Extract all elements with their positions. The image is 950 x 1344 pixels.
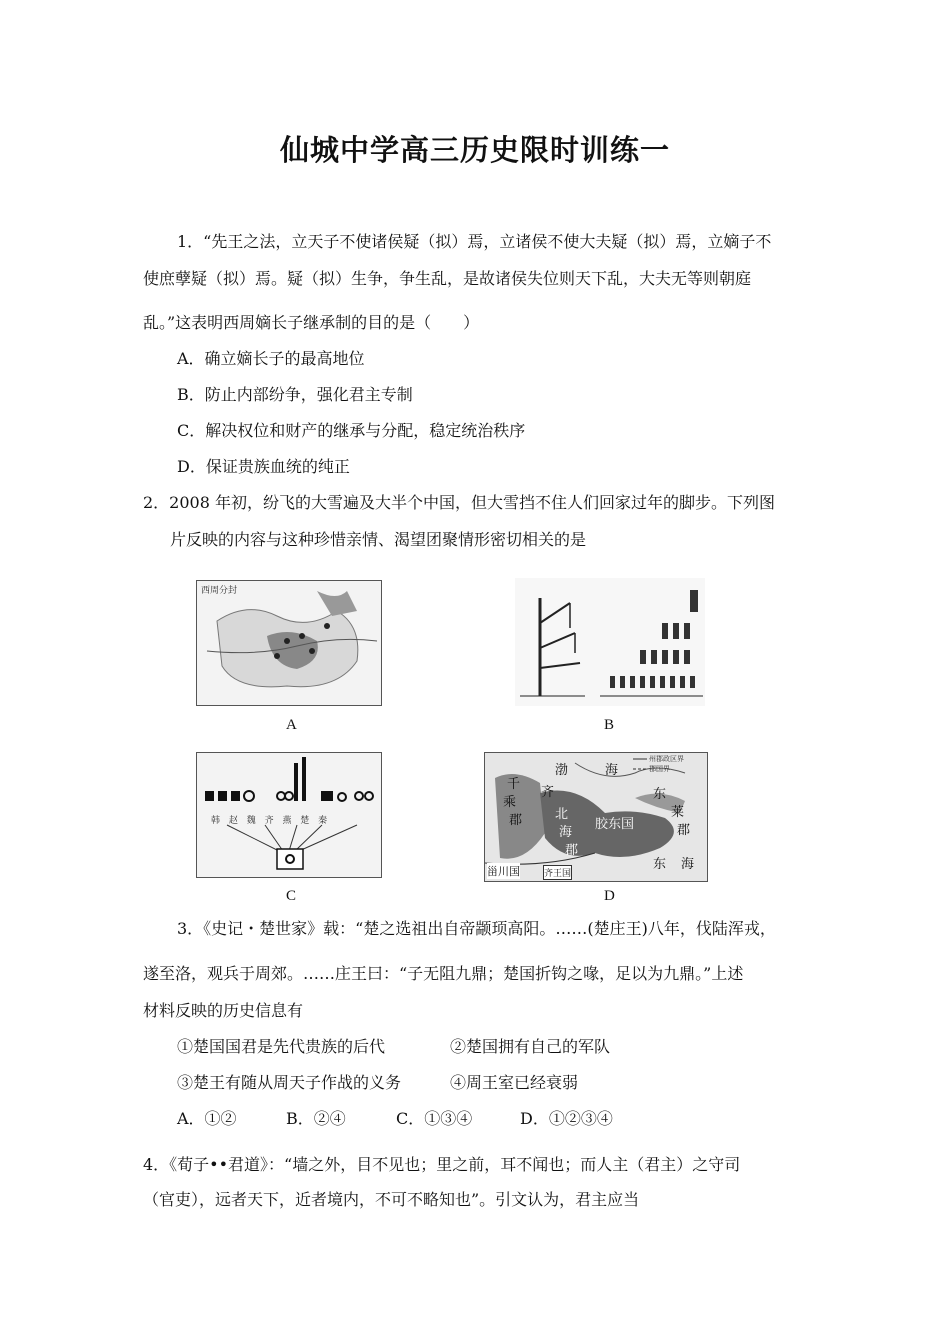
q3-option-b: B．②④: [286, 1109, 346, 1128]
figure-d-place-hai-2: 海: [605, 763, 619, 778]
figure-d-legend-2: 郡国界: [649, 765, 670, 773]
q3-item-3: ③楚王有随从周天子作战的义务: [177, 1073, 402, 1092]
q1-option-b: B．防止内部纷争，强化君主专制: [177, 385, 413, 404]
figure-d-place-hai: 海: [559, 825, 573, 840]
figure-d-place-dong-1: 东: [653, 787, 667, 802]
q1-option-a: A．确立嫡长子的最高地位: [177, 349, 365, 368]
figure-d-place-zichuan: 甾川国: [487, 865, 520, 878]
figure-a-map-drawing: [197, 581, 381, 705]
page-title: 仙城中学高三历史限时训练一: [279, 133, 670, 167]
figure-d-place-qi: 齐: [541, 785, 555, 800]
figure-c-characters: [196, 752, 382, 878]
figure-d-place-cheng: 乘: [503, 795, 517, 810]
figure-d-place-hai-3: 海: [681, 857, 695, 872]
q3-stem-line-2: 遂至洛，观兵于周郊。……庄王曰：“子无阻九鼎；楚国折钩之喙，足以为九鼎。”上述: [143, 964, 744, 983]
q1-stem-line-3: 乱。”这表明西周嫡长子继承制的目的是（ ）: [143, 313, 480, 332]
q3-option-a: A．①②: [177, 1109, 237, 1128]
figure-d-place-lai: 莱: [671, 805, 685, 820]
figure-a-map: [196, 580, 382, 706]
figure-d-label: D: [604, 888, 615, 904]
q3-stem-line-3: 材料反映的历史信息有: [143, 1001, 304, 1020]
q4-stem-line-1: 4．《荀子••君道》：“墙之外，目不见也；里之前，耳不闻也；而人主（君主）之守司: [143, 1155, 741, 1174]
q3-item-4: ④周王室已经衰弱: [450, 1073, 579, 1092]
q3-option-c: C．①③④: [396, 1109, 473, 1128]
figure-d-map: [484, 752, 708, 882]
q2-stem-line-1: 2．2008 年初，纷飞的大雪遍及大半个中国，但大雪挡不住人们回家过年的脚步。下列图: [143, 493, 775, 512]
q4-stem-line-2: （官吏），远者天下，近者境内，不可不略知也”。引文认为，君主应当: [143, 1190, 640, 1209]
figure-b-tree: [515, 578, 705, 706]
figure-d-place-jun-3: 郡: [677, 823, 691, 838]
q3-stem-line-1: 3．《史记・楚世家》载：“楚之选祖出自帝颛顼高阳。……(楚庄王)八年，伐陆浑戎，: [177, 919, 776, 938]
q3-item-1: ①楚国国君是先代贵族的后代: [177, 1037, 386, 1056]
q1-option-c: C．解决权位和财产的继承与分配，稳定统治秩序: [177, 421, 526, 440]
figure-d-legend-1: 州郡政区界: [649, 755, 684, 763]
figure-a-label: A: [286, 717, 297, 733]
q1-stem-line-1: 1．“先王之法，立天子不使诸侯疑（拟）焉，立诸侯不使大夫疑（拟）焉，立嫡子不: [177, 232, 772, 251]
figure-c-character-names: 韩 赵 魏 齐 燕 楚 秦: [211, 816, 328, 826]
figure-a-map-title: 西周分封: [201, 586, 238, 596]
q1-option-d: D．保证贵族血统的纯正: [177, 457, 350, 476]
figure-b-drawing: [515, 578, 705, 706]
q1-stem-line-2: 使庶孽疑（拟）焉。疑（拟）生争，争生乱，是故诸侯失位则天下乱，大夫无等则朝庭: [143, 269, 752, 288]
figure-d-place-dong-2: 东: [653, 857, 667, 872]
figure-d-place-jiaodong: 胶东国: [595, 817, 635, 832]
figure-b-label: B: [604, 717, 615, 733]
figure-d-place-qian: 千: [507, 777, 521, 792]
figure-d-place-bei: 北: [555, 807, 569, 822]
figure-c-label: C: [286, 888, 297, 904]
figure-d-place-jun-1: 郡: [509, 813, 523, 828]
q3-option-d: D．①②③④: [520, 1109, 613, 1128]
figure-d-place-bo: 渤: [555, 763, 569, 778]
figure-d-place-jun-2: 郡: [565, 843, 579, 858]
q3-item-2: ②楚国拥有自己的军队: [450, 1037, 611, 1056]
figure-d-place-qiwang: 齐王国: [543, 865, 572, 880]
q2-stem-line-2: 片反映的内容与这种珍惜亲情、渴望团聚情形密切相关的是: [170, 530, 587, 549]
